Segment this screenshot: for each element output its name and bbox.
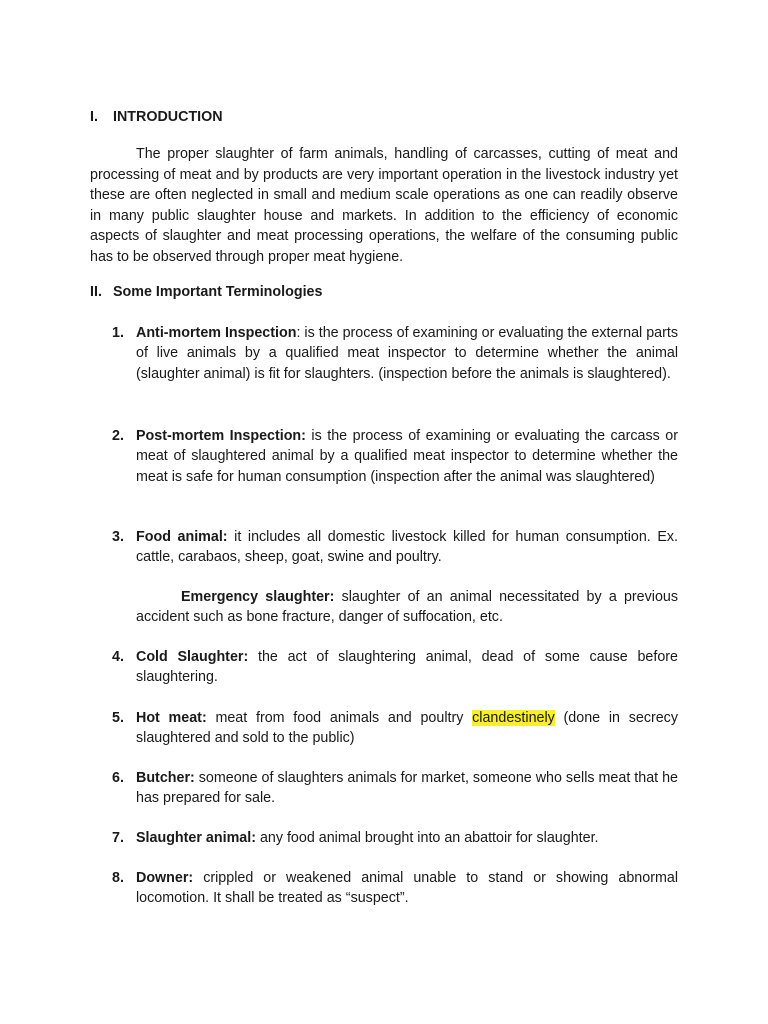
term-item-post-mortem-inspection [112, 426, 679, 487]
term-item-slaughter-animal [112, 828, 678, 848]
section-number: II. [90, 284, 102, 300]
term-definition-continued: (done in secrecy slaughtered and sold to the public) [136, 710, 678, 747]
list-marker: 6. [112, 770, 124, 786]
term-item-food-animal [112, 527, 678, 568]
term-name: Butcher: [136, 770, 195, 786]
term-definition: meat from food animals and poultry [206, 710, 473, 726]
term-definition: any food animal brought into an abattoir for slaughter. [255, 830, 599, 846]
list-marker: 4. [112, 649, 124, 665]
highlighted-word: clandestinely [472, 710, 555, 726]
section-heading-introduction [90, 109, 223, 125]
term-definition: : is the process of examining or evaluating the external parts of live animals by a qualified meat inspector to determine whether the animal (slaughter animal) is fit for slaughters. (inspection before the animals is slaughtered). [136, 325, 678, 382]
section-number: I. [90, 109, 98, 125]
term-item-anti-mortem-inspection [112, 323, 678, 384]
term-definition: crippled or weakened animal unable to stand or showing abnormal locomotion. It shall be treated as “suspect”. [136, 870, 678, 907]
introduction-paragraph: The proper slaughter of farm animals, handling of carcasses, cutting of meat and processing of meat and by products are very important operation in the livestock industry yet these are often neglected in small and medium scale operations as one can readily observe in many public slaughter house and markets. In addition to the efficiency of economic aspects of slaughter and meat processing operations, the welfare of the consuming public has to be observed through proper meat hygiene. [90, 146, 678, 265]
term-name: Emergency slaughter: [181, 589, 335, 605]
list-marker: 5. [112, 710, 124, 726]
term-name: Hot meat: [136, 710, 207, 726]
term-name: Post-mortem Inspection: [136, 428, 306, 444]
list-marker: 2. [112, 428, 124, 444]
term-definition: the act of slaughtering animal, dead of some cause before slaughtering. [136, 649, 678, 686]
term-name: Slaughter animal: [136, 830, 256, 846]
term-item-cold-slaughter [112, 647, 678, 688]
list-marker: 7. [112, 830, 124, 846]
term-item-emergency-slaughter [136, 587, 678, 628]
term-definition: slaughter of an animal necessitated by a previous accident such as bone fracture, danger of suffocation, etc. [136, 589, 678, 626]
term-name: Anti-mortem Inspection [136, 325, 297, 341]
list-marker: 1. [112, 325, 124, 341]
term-item-butcher [112, 768, 678, 809]
list-marker: 8. [112, 870, 124, 886]
term-definition: it includes all domestic livestock killed for human consumption. Ex. cattle, carabaos, sheep, goat, swine and poultry. [136, 529, 678, 566]
section-title: Some Important Terminologies [113, 284, 323, 300]
section-heading-terminologies [90, 284, 322, 300]
term-definition: someone of slaughters animals for market, someone who sells meat that he has prepared for sale. [136, 770, 678, 807]
term-name: Food animal: [136, 529, 228, 545]
term-name: Cold Slaughter: [136, 649, 249, 665]
term-item-downer [112, 868, 678, 909]
list-marker: 3. [112, 529, 124, 545]
term-item-hot-meat [112, 708, 678, 749]
term-definition: is the process of examining or evaluating the carcass or meat of slaughtered animal by a qualified meat inspector to determine whether the meat is safe for human consumption (inspection after the animal was slaughtered) [136, 428, 679, 485]
term-name: Downer: [136, 870, 194, 886]
section-title: INTRODUCTION [113, 109, 223, 125]
